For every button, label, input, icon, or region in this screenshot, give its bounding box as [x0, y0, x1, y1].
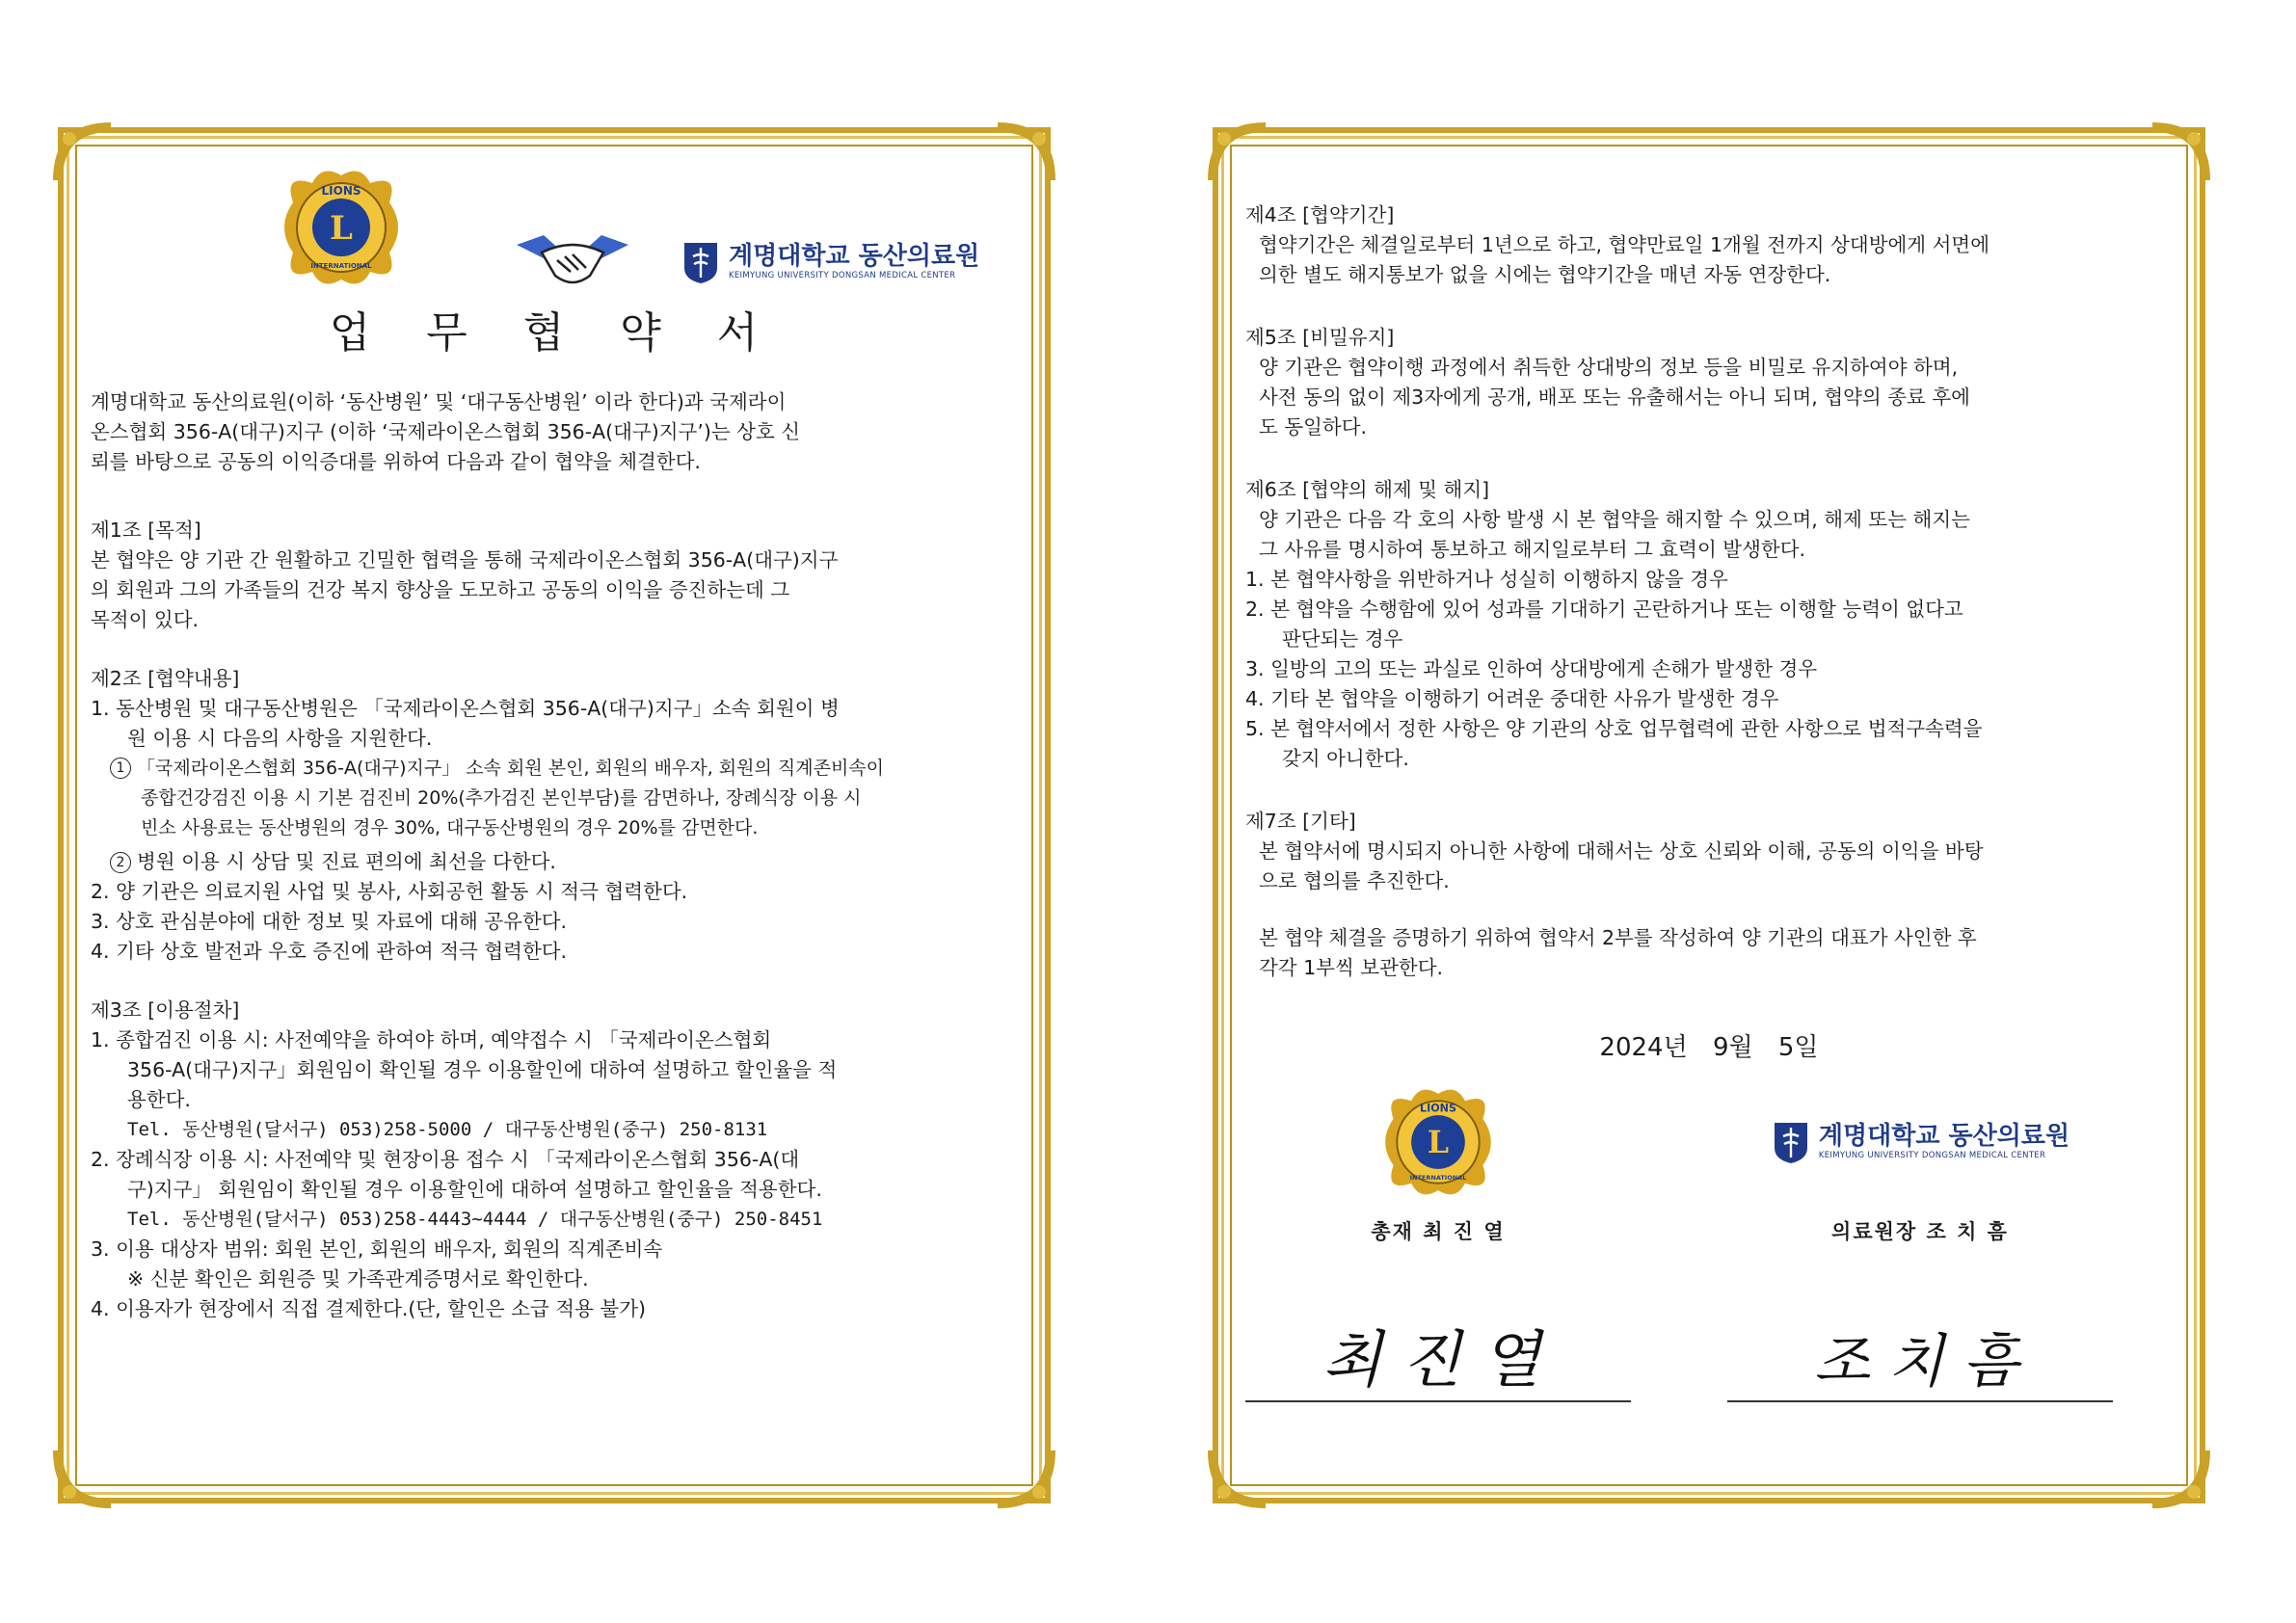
article-title: 제2조 [협약내용]	[91, 667, 240, 690]
article-line: 원 이용 시 다음의 사항을 지원한다.	[127, 727, 433, 750]
intro-line: 온스협회 356-A(대구)지구 (이하 ‘국제라이온스협회 356-A(대구)지구’)는 상호 신	[91, 420, 801, 443]
article-line: 그 사유를 명시하여 통보하고 해지일로부터 그 효력이 발생한다.	[1259, 538, 1806, 561]
intro-line: 뢰를 바탕으로 공동의 이익증대를 위하여 다음과 같이 협약을 체결한다.	[91, 450, 701, 473]
closing-line: 본 협약 체결을 증명하기 위하여 협약서 2부를 작성하여 양 기관의 대표가 사인한 후	[1259, 926, 1977, 949]
signer-right	[1727, 1082, 2113, 1396]
article-line: 빈소 사용료는 동산병원의 경우 30%, 대구동산병원의 경우 20%를 감면한다.	[141, 817, 759, 838]
article-line: 양 기관은 다음 각 호의 사항 발생 시 본 협약을 해지할 수 있으며, 해제 또는 해지는	[1259, 508, 1970, 531]
svg-text:LIONS: LIONS	[321, 184, 361, 198]
kmu-emblem-icon	[1771, 1119, 1811, 1165]
signature-left	[1313, 1304, 1563, 1410]
article-line: 4. 기타 상호 발전과 우호 증진에 관하여 적극 협력한다.	[91, 940, 568, 963]
article-item: 4. 기타 본 협약을 이행하기 어려운 중대한 사유가 발생한 경우	[1245, 687, 1779, 710]
article-line: 1. 종합검진 이용 시: 사전예약을 하여야 하며, 예약접수 시 「국제라이온스협회	[91, 1028, 772, 1051]
kmu-name: 계명대학교 동산의료원	[1818, 1122, 2070, 1151]
article-line: 본 협약서에 명시되지 아니한 사항에 대해서는 상호 신뢰와 이해, 공동의 이익을 바탕	[1259, 839, 1984, 863]
signature-line	[1245, 1400, 1631, 1402]
svg-text:최 진 열: 최 진 열	[1322, 1325, 1541, 1397]
article-line: 2. 장례식장 이용 시: 사전예약 및 현장이용 접수 시 「국제라이온스협회 356-A(대	[91, 1148, 800, 1171]
ornament-corner-icon	[1203, 118, 1270, 185]
signer-title-left: 총재 최 진 열	[1371, 1220, 1506, 1243]
article-item: 5. 본 협약서에서 정한 사항은 양 기관의 상호 업무협력에 관한 사항으로 법적구속력을	[1245, 717, 1983, 740]
article-line: 양 기관은 협약이행 과정에서 취득한 상대방의 정보 등을 비밀로 유지하여야 하며,	[1259, 356, 1959, 379]
article-line: 갖지 아니한다.	[1282, 747, 1409, 770]
article-line: 1. 동산병원 및 대구동산병원은 「국제라이온스협회 356-A(대구)지구」소속 회원이 병	[91, 697, 840, 720]
number-circle-icon: 1	[110, 758, 131, 779]
svg-text:INTERNATIONAL: INTERNATIONAL	[1409, 1174, 1467, 1182]
closing-line: 각각 1부씩 보관한다.	[1259, 956, 1444, 979]
svg-text:L: L	[330, 209, 353, 248]
article-line: 협약기간은 체결일로부터 1년으로 하고, 협약만료일 1개월 전까지 상대방에게 서면에	[1259, 233, 1990, 256]
kmu-subname: KEIMYUNG UNIVERSITY DONGSAN MEDICAL CENTER	[729, 271, 956, 280]
article-item: 1. 본 협약사항을 위반하거나 성실히 이행하지 않을 경우	[1245, 568, 1728, 591]
article-line: 사전 동의 없이 제3자에게 공개, 배포 또는 유출해서는 아니 되며, 협약의 종료 후에	[1259, 386, 1970, 409]
article-item: 2. 본 협약을 수행함에 있어 성과를 기대하기 곤란하거나 또는 이행할 능력이 없다고	[1245, 598, 1963, 621]
signature-right	[1795, 1304, 2045, 1410]
left-page	[58, 127, 1051, 1503]
article-5	[1245, 323, 2173, 442]
kmu-name: 계명대학교 동산의료원	[729, 242, 980, 271]
article-line: 종합건강검진 이용 시 기본 검진비 20%(추가검진 본인부담)를 감면하나, 장례식장 이용 시	[141, 787, 862, 809]
kmu-subname: KEIMYUNG UNIVERSITY DONGSAN MEDICAL CENTER	[1818, 1151, 2046, 1160]
ornament-corner-icon	[2148, 118, 2215, 185]
svg-text:INTERNATIONAL: INTERNATIONAL	[310, 262, 372, 270]
article-line: 의 회원과 그의 가족들의 건강 복지 향상을 도모하고 공동의 이익을 증진하는데 그	[91, 578, 790, 601]
article-line: 356-A(대구)지구」회원임이 확인될 경우 이용할인에 대하여 설명하고 할인율을 적	[127, 1058, 838, 1081]
document-title: 업 무 협 약 서	[329, 308, 780, 358]
signer-left	[1245, 1082, 1631, 1397]
svg-text:조 치 흠: 조 치 흠	[1814, 1328, 2019, 1396]
svg-text:LIONS: LIONS	[1419, 1102, 1457, 1115]
closing-paragraph	[1245, 923, 2173, 983]
article-line: 3. 상호 관심분야에 대한 정보 및 자료에 대해 공유한다.	[91, 910, 568, 933]
article-line: 으로 협의를 추진한다.	[1259, 869, 1450, 892]
article-line: 구)지구」 회원임이 확인될 경우 이용할인에 대하여 설명하고 할인율을 적용한다.	[127, 1178, 822, 1201]
article-line: 목적이 있다.	[91, 608, 200, 631]
article-line: 2. 양 기관은 의료지원 사업 및 봉사, 사회공헌 활동 시 적극 협력한다.	[91, 880, 688, 903]
logo-row	[91, 156, 1018, 301]
right-page	[1213, 127, 2205, 1503]
article-title: 제4조 [협약기간]	[1245, 203, 1395, 226]
kmu-emblem-icon	[681, 239, 721, 285]
article-title: 제6조 [협약의 해제 및 해지]	[1245, 478, 1490, 501]
signer-title-right: 의료원장 조 치 흠	[1831, 1220, 2009, 1243]
article-title: 제1조 [목적]	[91, 519, 201, 542]
article-title: 제3조 [이용절차]	[91, 998, 240, 1022]
article-line: ※ 신분 확인은 회원증 및 가족관계증명서로 확인한다.	[127, 1267, 589, 1290]
left-content	[91, 156, 1018, 1475]
kmu-logo	[681, 239, 979, 285]
article-line: 판단되는 경우	[1282, 627, 1403, 651]
svg-text:L: L	[1427, 1125, 1450, 1161]
article-line: 본 협약은 양 기관 간 원활하고 긴밀한 협력을 통해 국제라이온스협회 356-A(대구)지구	[91, 548, 839, 572]
article-7	[1245, 807, 2173, 896]
phone-line: Tel. 동산병원(달서구) 053)258-4443~4444 / 대구동산병원(중구) 250-8451	[127, 1209, 823, 1230]
article-subitem: 2 병원 이용 시 상담 및 진료 편의에 최선을 다한다.	[91, 847, 1018, 877]
article-line: 용한다.	[127, 1088, 191, 1111]
handshake-icon	[515, 231, 630, 293]
signature-area	[1245, 1082, 2173, 1468]
article-3	[91, 996, 1018, 1324]
article-item: 3. 일방의 고의 또는 과실로 인하여 상대방에게 손해가 발생한 경우	[1245, 657, 1818, 680]
intro-paragraph	[91, 387, 1018, 477]
right-content	[1245, 200, 2173, 1475]
number-circle-icon: 2	[110, 852, 131, 873]
lions-logo	[274, 164, 409, 291]
article-line: 4. 이용자가 현장에서 직접 결제한다.(단, 할인은 소급 적용 불가)	[91, 1297, 646, 1320]
article-line: 의한 별도 해지통보가 없을 시에는 협약기간을 매년 자동 연장한다.	[1259, 263, 1831, 286]
intro-line: 계명대학교 동산의료원(이하 ‘동산병원’ 및 ‘대구동산병원’ 이라 한다)과 국제라이	[91, 390, 787, 413]
kmu-logo	[1727, 1082, 2113, 1202]
article-title: 제7조 [기타]	[1245, 810, 1356, 833]
article-4	[1245, 200, 2173, 290]
phone-line: Tel. 동산병원(달서구) 053)258-5000 / 대구동산병원(중구) 250-8131	[127, 1119, 768, 1140]
article-line: 3. 이용 대상자 범위: 회원 본인, 회원의 배우자, 회원의 직계존비속	[91, 1237, 663, 1261]
article-1	[91, 516, 1018, 635]
article-line: 도 동일하다.	[1259, 415, 1368, 439]
agreement-date: 2024년 9월 5일	[1599, 1033, 1819, 1062]
lions-logo	[1375, 1082, 1501, 1202]
article-6	[1245, 475, 2173, 774]
article-title: 제5조 [비밀유지]	[1245, 326, 1395, 349]
article-subitem: 1 「국제라이온스협회 356-A(대구)지구」 소속 회원 본인, 회원의 배우자, 회원의 직계존비속이	[91, 754, 1018, 784]
article-2	[91, 664, 1018, 967]
signature-line	[1727, 1400, 2113, 1402]
